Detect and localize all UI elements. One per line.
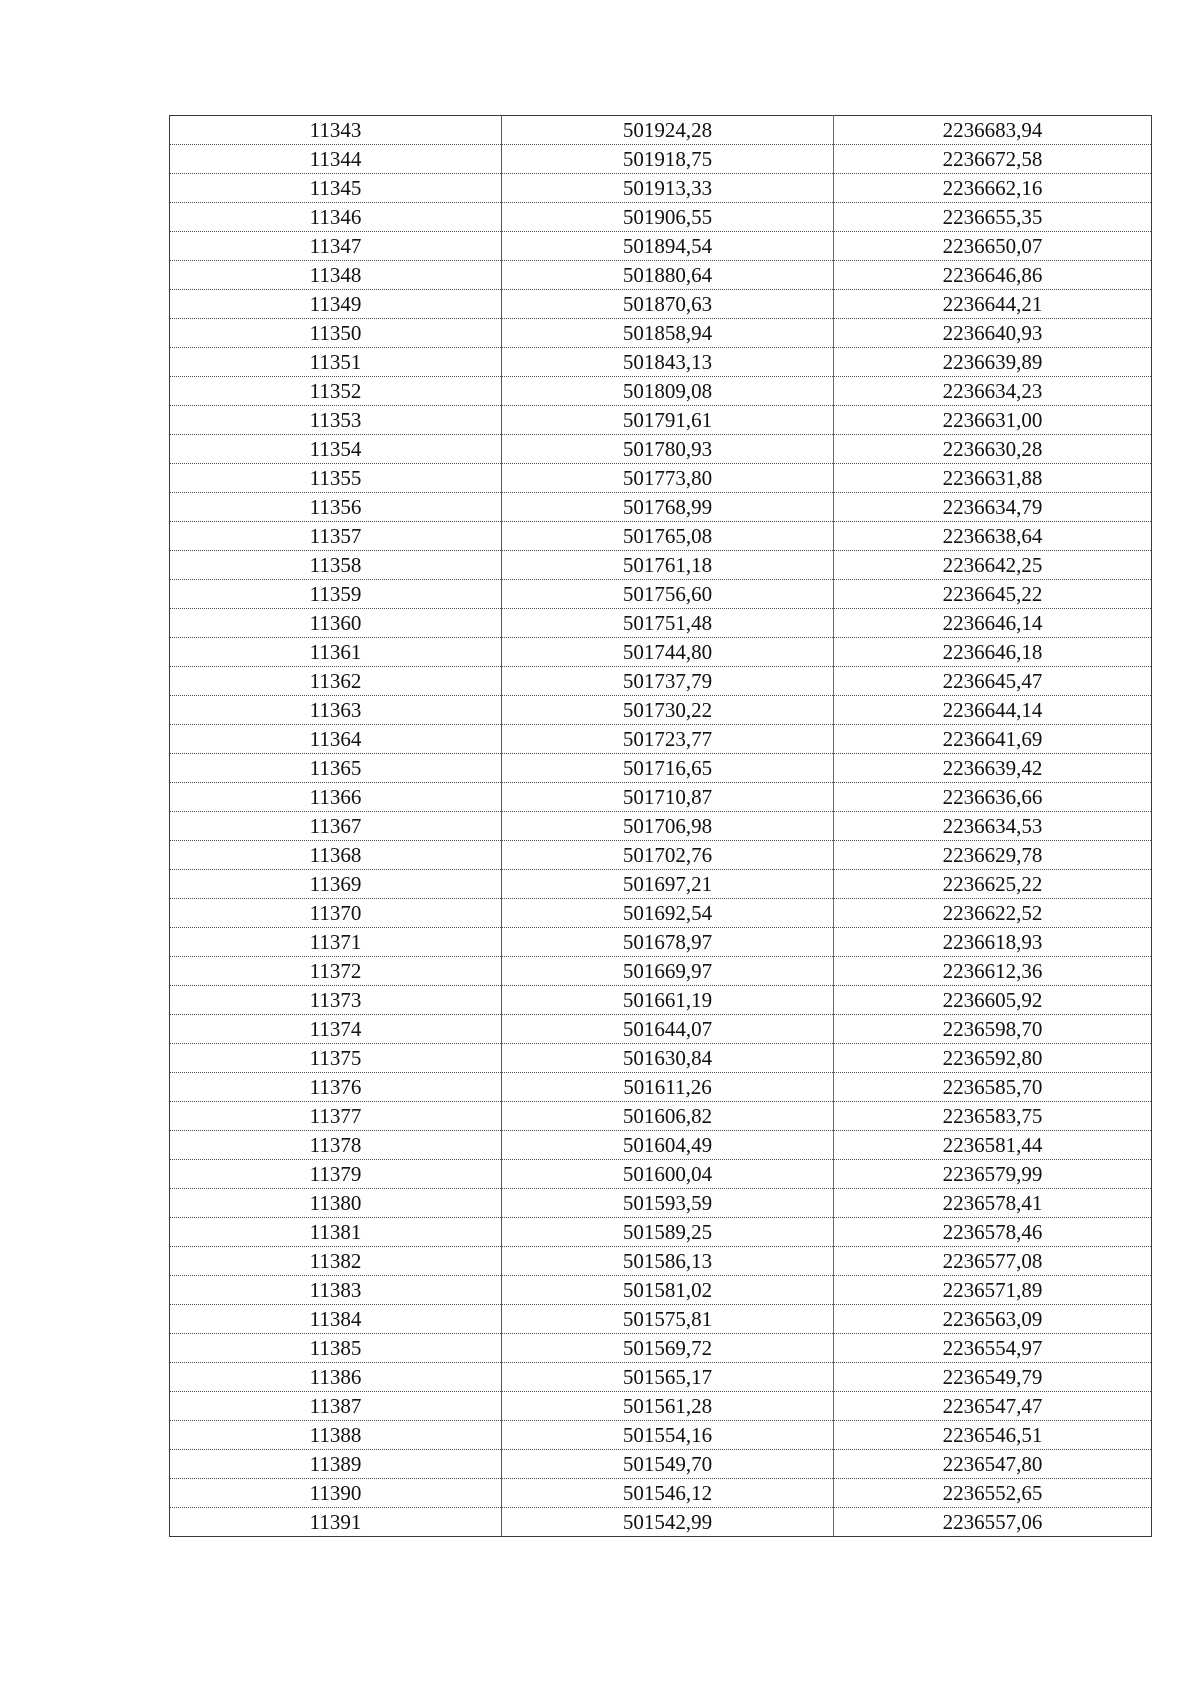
table-row	[170, 1131, 1152, 1160]
x-coordinate-cell: 501765,08	[502, 522, 834, 551]
y-coordinate-cell: 2236585,70	[834, 1073, 1152, 1102]
y-coordinate-cell: 2236631,00	[834, 406, 1152, 435]
x-coordinate-cell: 501913,33	[502, 174, 834, 203]
y-coordinate-cell: 2236646,86	[834, 261, 1152, 290]
x-coordinate-cell: 501678,97	[502, 928, 834, 957]
x-coordinate-cell: 501730,22	[502, 696, 834, 725]
table-row	[170, 1508, 1152, 1537]
x-coordinate-cell: 501870,63	[502, 290, 834, 319]
point-number-cell: 11368	[170, 841, 502, 870]
point-number-cell: 11370	[170, 899, 502, 928]
point-number-cell: 11376	[170, 1073, 502, 1102]
point-number-cell: 11346	[170, 203, 502, 232]
x-coordinate-cell: 501644,07	[502, 1015, 834, 1044]
point-number-cell: 11384	[170, 1305, 502, 1334]
table-row	[170, 290, 1152, 319]
x-coordinate-cell: 501737,79	[502, 667, 834, 696]
x-coordinate-cell: 501586,13	[502, 1247, 834, 1276]
point-number-cell: 11349	[170, 290, 502, 319]
x-coordinate-cell: 501880,64	[502, 261, 834, 290]
y-coordinate-cell: 2236581,44	[834, 1131, 1152, 1160]
y-coordinate-cell: 2236629,78	[834, 841, 1152, 870]
y-coordinate-cell: 2236639,42	[834, 754, 1152, 783]
point-number-cell: 11355	[170, 464, 502, 493]
x-coordinate-cell: 501692,54	[502, 899, 834, 928]
point-number-cell: 11364	[170, 725, 502, 754]
table-row	[170, 1421, 1152, 1450]
table-row	[170, 754, 1152, 783]
y-coordinate-cell: 2236549,79	[834, 1363, 1152, 1392]
table-row	[170, 812, 1152, 841]
y-coordinate-cell: 2236645,22	[834, 580, 1152, 609]
y-coordinate-cell: 2236552,65	[834, 1479, 1152, 1508]
table-row	[170, 696, 1152, 725]
point-number-cell: 11377	[170, 1102, 502, 1131]
point-number-cell: 11345	[170, 174, 502, 203]
x-coordinate-cell: 501702,76	[502, 841, 834, 870]
x-coordinate-cell: 501589,25	[502, 1218, 834, 1247]
point-number-cell: 11382	[170, 1247, 502, 1276]
point-number-cell: 11352	[170, 377, 502, 406]
table-row	[170, 1450, 1152, 1479]
x-coordinate-cell: 501906,55	[502, 203, 834, 232]
point-number-cell: 11374	[170, 1015, 502, 1044]
x-coordinate-cell: 501744,80	[502, 638, 834, 667]
point-number-cell: 11388	[170, 1421, 502, 1450]
y-coordinate-cell: 2236598,70	[834, 1015, 1152, 1044]
point-number-cell: 11343	[170, 116, 502, 145]
y-coordinate-cell: 2236557,06	[834, 1508, 1152, 1537]
table-row	[170, 319, 1152, 348]
point-number-cell: 11380	[170, 1189, 502, 1218]
y-coordinate-cell: 2236650,07	[834, 232, 1152, 261]
point-number-cell: 11365	[170, 754, 502, 783]
y-coordinate-cell: 2236579,99	[834, 1160, 1152, 1189]
table-row	[170, 986, 1152, 1015]
x-coordinate-cell: 501669,97	[502, 957, 834, 986]
y-coordinate-cell: 2236634,23	[834, 377, 1152, 406]
x-coordinate-cell: 501697,21	[502, 870, 834, 899]
x-coordinate-cell: 501756,60	[502, 580, 834, 609]
table-row	[170, 1189, 1152, 1218]
x-coordinate-cell: 501773,80	[502, 464, 834, 493]
point-number-cell: 11348	[170, 261, 502, 290]
y-coordinate-cell: 2236644,14	[834, 696, 1152, 725]
table-row	[170, 841, 1152, 870]
x-coordinate-cell: 501593,59	[502, 1189, 834, 1218]
y-coordinate-cell: 2236646,18	[834, 638, 1152, 667]
y-coordinate-cell: 2236605,92	[834, 986, 1152, 1015]
table-row	[170, 116, 1152, 145]
y-coordinate-cell: 2236631,88	[834, 464, 1152, 493]
point-number-cell: 11357	[170, 522, 502, 551]
point-number-cell: 11347	[170, 232, 502, 261]
x-coordinate-cell: 501561,28	[502, 1392, 834, 1421]
table-row	[170, 783, 1152, 812]
point-number-cell: 11359	[170, 580, 502, 609]
y-coordinate-cell: 2236578,41	[834, 1189, 1152, 1218]
x-coordinate-cell: 501924,28	[502, 116, 834, 145]
table-row	[170, 406, 1152, 435]
point-number-cell: 11371	[170, 928, 502, 957]
table-row	[170, 551, 1152, 580]
point-number-cell: 11354	[170, 435, 502, 464]
table-row	[170, 899, 1152, 928]
x-coordinate-cell: 501606,82	[502, 1102, 834, 1131]
table-row	[170, 1102, 1152, 1131]
x-coordinate-cell: 501581,02	[502, 1276, 834, 1305]
y-coordinate-cell: 2236547,80	[834, 1450, 1152, 1479]
x-coordinate-cell: 501604,49	[502, 1131, 834, 1160]
table-row	[170, 725, 1152, 754]
point-number-cell: 11389	[170, 1450, 502, 1479]
y-coordinate-cell: 2236642,25	[834, 551, 1152, 580]
y-coordinate-cell: 2236662,16	[834, 174, 1152, 203]
table-row	[170, 1363, 1152, 1392]
table-row	[170, 1247, 1152, 1276]
y-coordinate-cell: 2236645,47	[834, 667, 1152, 696]
y-coordinate-cell: 2236625,22	[834, 870, 1152, 899]
y-coordinate-cell: 2236547,47	[834, 1392, 1152, 1421]
x-coordinate-cell: 501575,81	[502, 1305, 834, 1334]
x-coordinate-cell: 501761,18	[502, 551, 834, 580]
table-row	[170, 377, 1152, 406]
y-coordinate-cell: 2236563,09	[834, 1305, 1152, 1334]
y-coordinate-cell: 2236646,14	[834, 609, 1152, 638]
table-row	[170, 1044, 1152, 1073]
table-row	[170, 1305, 1152, 1334]
table-row	[170, 1015, 1152, 1044]
point-number-cell: 11383	[170, 1276, 502, 1305]
point-number-cell: 11366	[170, 783, 502, 812]
table-row	[170, 1160, 1152, 1189]
point-number-cell: 11378	[170, 1131, 502, 1160]
point-number-cell: 11375	[170, 1044, 502, 1073]
y-coordinate-cell: 2236639,89	[834, 348, 1152, 377]
point-number-cell: 11344	[170, 145, 502, 174]
y-coordinate-cell: 2236577,08	[834, 1247, 1152, 1276]
x-coordinate-cell: 501894,54	[502, 232, 834, 261]
table-row	[170, 638, 1152, 667]
x-coordinate-cell: 501843,13	[502, 348, 834, 377]
point-number-cell: 11367	[170, 812, 502, 841]
table-row	[170, 232, 1152, 261]
table-row	[170, 464, 1152, 493]
y-coordinate-cell: 2236630,28	[834, 435, 1152, 464]
point-number-cell: 11390	[170, 1479, 502, 1508]
x-coordinate-cell: 501542,99	[502, 1508, 834, 1537]
y-coordinate-cell: 2236592,80	[834, 1044, 1152, 1073]
table-row	[170, 1392, 1152, 1421]
coordinates-table	[169, 115, 1152, 1537]
y-coordinate-cell: 2236571,89	[834, 1276, 1152, 1305]
point-number-cell: 11387	[170, 1392, 502, 1421]
x-coordinate-cell: 501565,17	[502, 1363, 834, 1392]
y-coordinate-cell: 2236638,64	[834, 522, 1152, 551]
y-coordinate-cell: 2236655,35	[834, 203, 1152, 232]
y-coordinate-cell: 2236583,75	[834, 1102, 1152, 1131]
table-row	[170, 145, 1152, 174]
table-row	[170, 435, 1152, 464]
x-coordinate-cell: 501780,93	[502, 435, 834, 464]
y-coordinate-cell: 2236618,93	[834, 928, 1152, 957]
point-number-cell: 11372	[170, 957, 502, 986]
table-row	[170, 1334, 1152, 1363]
table-row	[170, 1479, 1152, 1508]
point-number-cell: 11381	[170, 1218, 502, 1247]
y-coordinate-cell: 2236683,94	[834, 116, 1152, 145]
x-coordinate-cell: 501751,48	[502, 609, 834, 638]
point-number-cell: 11350	[170, 319, 502, 348]
x-coordinate-cell: 501710,87	[502, 783, 834, 812]
x-coordinate-cell: 501768,99	[502, 493, 834, 522]
point-number-cell: 11385	[170, 1334, 502, 1363]
point-number-cell: 11386	[170, 1363, 502, 1392]
x-coordinate-cell: 501569,72	[502, 1334, 834, 1363]
point-number-cell: 11351	[170, 348, 502, 377]
x-coordinate-cell: 501549,70	[502, 1450, 834, 1479]
x-coordinate-cell: 501918,75	[502, 145, 834, 174]
table-row	[170, 348, 1152, 377]
y-coordinate-cell: 2236644,21	[834, 290, 1152, 319]
table-row	[170, 957, 1152, 986]
table-row	[170, 1073, 1152, 1102]
x-coordinate-cell: 501554,16	[502, 1421, 834, 1450]
table-row	[170, 203, 1152, 232]
y-coordinate-cell: 2236622,52	[834, 899, 1152, 928]
y-coordinate-cell: 2236578,46	[834, 1218, 1152, 1247]
x-coordinate-cell: 501611,26	[502, 1073, 834, 1102]
point-number-cell: 11361	[170, 638, 502, 667]
point-number-cell: 11379	[170, 1160, 502, 1189]
point-number-cell: 11363	[170, 696, 502, 725]
point-number-cell: 11356	[170, 493, 502, 522]
table-row	[170, 1218, 1152, 1247]
point-number-cell: 11353	[170, 406, 502, 435]
x-coordinate-cell: 501809,08	[502, 377, 834, 406]
point-number-cell: 11362	[170, 667, 502, 696]
x-coordinate-cell: 501600,04	[502, 1160, 834, 1189]
y-coordinate-cell: 2236554,97	[834, 1334, 1152, 1363]
x-coordinate-cell: 501858,94	[502, 319, 834, 348]
x-coordinate-cell: 501661,19	[502, 986, 834, 1015]
x-coordinate-cell: 501706,98	[502, 812, 834, 841]
x-coordinate-cell: 501630,84	[502, 1044, 834, 1073]
table-row	[170, 609, 1152, 638]
table-row	[170, 174, 1152, 203]
table-row	[170, 261, 1152, 290]
point-number-cell: 11391	[170, 1508, 502, 1537]
table-row	[170, 928, 1152, 957]
coordinates-table-body	[170, 116, 1152, 1537]
table-row	[170, 870, 1152, 899]
y-coordinate-cell: 2236640,93	[834, 319, 1152, 348]
y-coordinate-cell: 2236636,66	[834, 783, 1152, 812]
y-coordinate-cell: 2236634,79	[834, 493, 1152, 522]
y-coordinate-cell: 2236612,36	[834, 957, 1152, 986]
x-coordinate-cell: 501546,12	[502, 1479, 834, 1508]
y-coordinate-cell: 2236672,58	[834, 145, 1152, 174]
point-number-cell: 11373	[170, 986, 502, 1015]
y-coordinate-cell: 2236634,53	[834, 812, 1152, 841]
table-row	[170, 1276, 1152, 1305]
point-number-cell: 11369	[170, 870, 502, 899]
table-row	[170, 522, 1152, 551]
table-row	[170, 667, 1152, 696]
y-coordinate-cell: 2236641,69	[834, 725, 1152, 754]
x-coordinate-cell: 501791,61	[502, 406, 834, 435]
x-coordinate-cell: 501716,65	[502, 754, 834, 783]
table-row	[170, 493, 1152, 522]
y-coordinate-cell: 2236546,51	[834, 1421, 1152, 1450]
point-number-cell: 11360	[170, 609, 502, 638]
table-row	[170, 580, 1152, 609]
x-coordinate-cell: 501723,77	[502, 725, 834, 754]
point-number-cell: 11358	[170, 551, 502, 580]
